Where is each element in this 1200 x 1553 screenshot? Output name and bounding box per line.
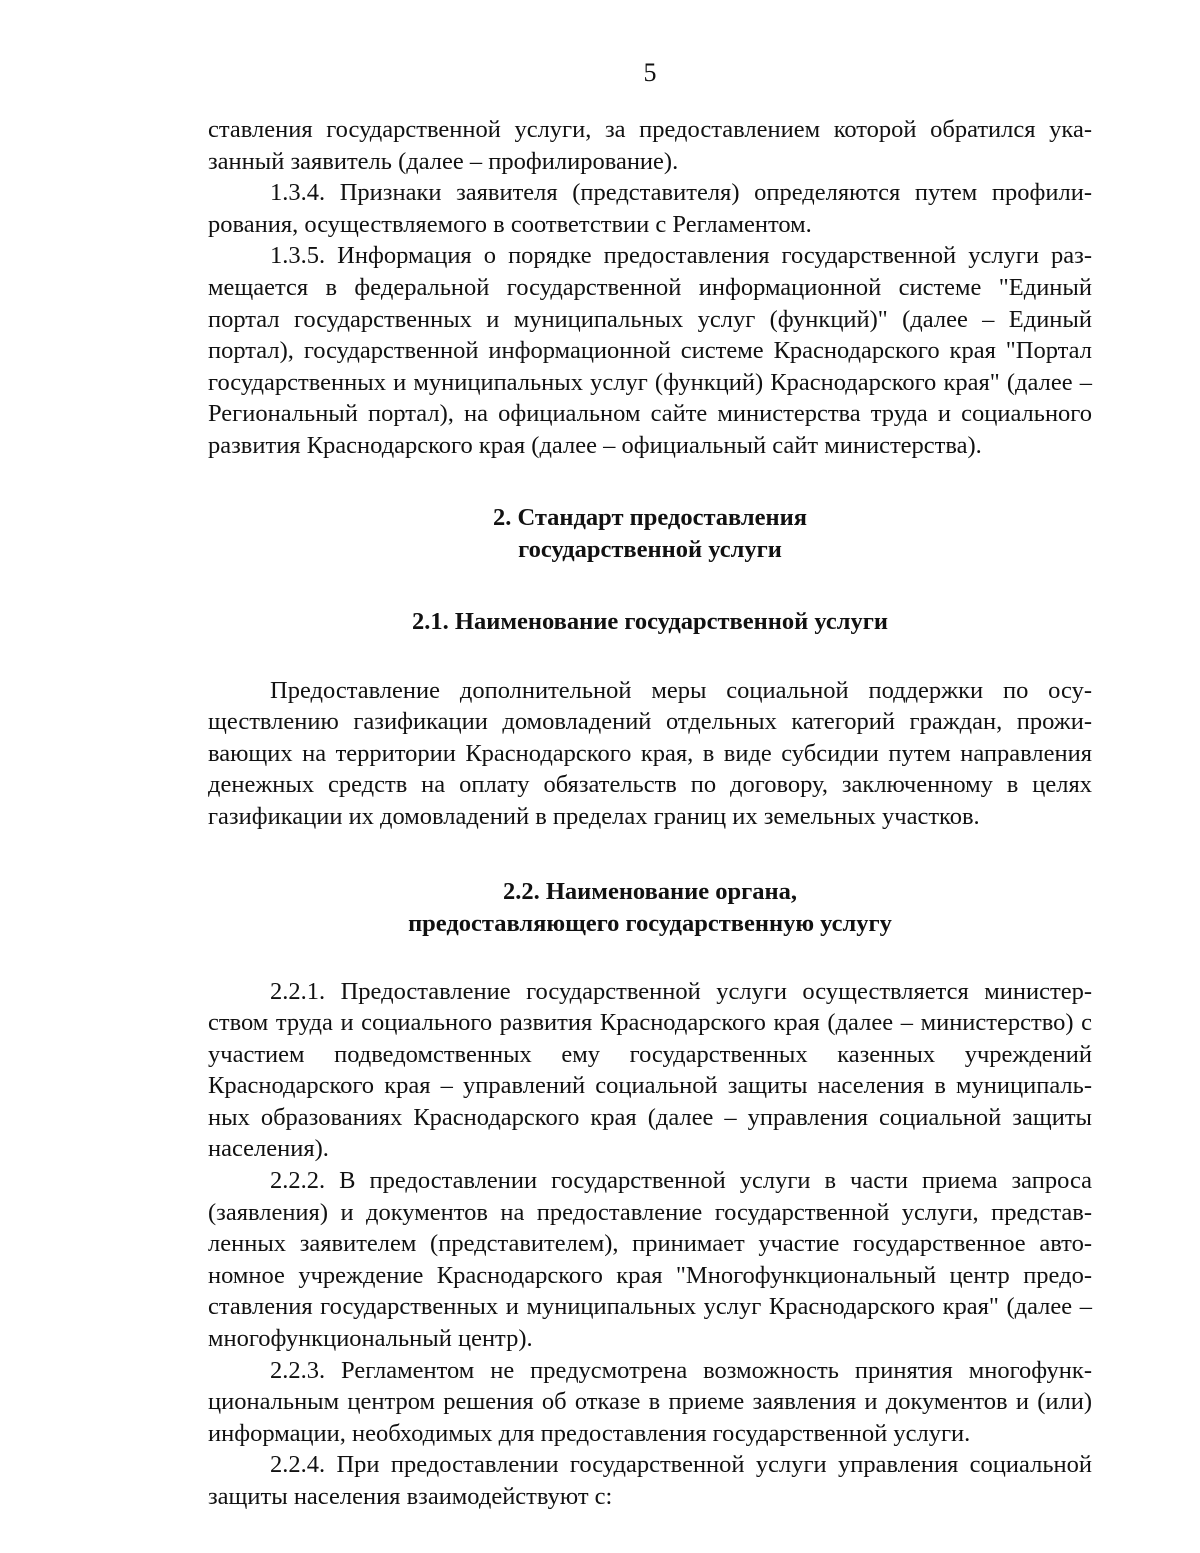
section-2-2-heading bbox=[208, 876, 1092, 940]
paragraph-1-3-4: 1.3.4. Признаки заявителя (представителя) определяются путем профилирования, осуществляемого в соответствии с Регламентом. bbox=[208, 179, 1092, 238]
paragraph-1-3-5: 1.3.5. Информация о порядке предоставления государственной услуги размещается в федеральной государственной информационной системе "Единый портал государственных и муниципальных услуг (функций)" (далее – Единый портал), государственной информационной системе Краснодарского края "Портал государственных и муниципальных услуг (функций) Краснодарского края" (далее – Региональный портал), на официальном сайте министерства труда и социального развития Краснодарского края (далее – официальный сайт министерства). bbox=[208, 242, 1092, 459]
paragraph-continuation: ставления государственной услуги, за предоставлением которой обратился указанный заявитель (далее – профилирование). bbox=[208, 116, 1092, 175]
section-2-heading-line1: 2. Стандарт предоставления bbox=[492, 503, 808, 531]
document-body bbox=[208, 114, 1092, 1513]
paragraph-2-1: Предоставление дополнительной меры социальной поддержки по осуществлению газификации домовладений отдельных категорий граждан, проживающих на территории Краснодарского края, в виде субсидии путем направления денежных средств на оплату обязательств по договору, заключенному в целях газификации их домовладений в пределах границ их земельных участков. bbox=[208, 676, 1092, 830]
paragraph-2-2-4: 2.2.4. При предоставлении государственной услуги управления социальной защиты населения взаимодействуют с: bbox=[208, 1451, 1092, 1510]
paragraph-2-2-2: 2.2.2. В предоставлении государственной услуги в части приема запроса (заявления) и документов на предоставление государственной услуги, представленных заявителем (представителем), принимает участие государственное автономное учреждение Краснодарского края "Многофункциональный центр предоставления государственных и муниципальных услуг Краснодарского края" (далее – многофункциональный центр). bbox=[208, 1167, 1092, 1353]
section-2-1-heading: 2.1. Наименование государственной услуги bbox=[412, 607, 888, 635]
section-2-heading-line2: государственной услуги bbox=[518, 535, 782, 563]
section-2-2-heading-line1: 2.2. Наименование органа, bbox=[502, 877, 798, 905]
section-2-2-heading-line2: предоставляющего государственную услугу bbox=[408, 909, 892, 937]
paragraph-2-2-3: 2.2.3. Регламентом не предусмотрена возможность принятия многофункциональным центром решения об отказе в приеме заявления и документов и (или) информации, необходимых для предоставления государственной услуги. bbox=[208, 1356, 1092, 1447]
paragraph-2-2-1: 2.2.1. Предоставление государственной услуги осуществляется министерством труда и социального развития Краснодарского края (далее – министерство) с участием подведомственных ему государственных казенных учреждений Краснодарского края – управлений социальной защиты населения в муниципальных образованиях Краснодарского края (далее – управления социальной защиты населения). bbox=[208, 977, 1092, 1163]
section-2-heading bbox=[208, 502, 1092, 566]
page-number: 5 bbox=[643, 58, 657, 87]
